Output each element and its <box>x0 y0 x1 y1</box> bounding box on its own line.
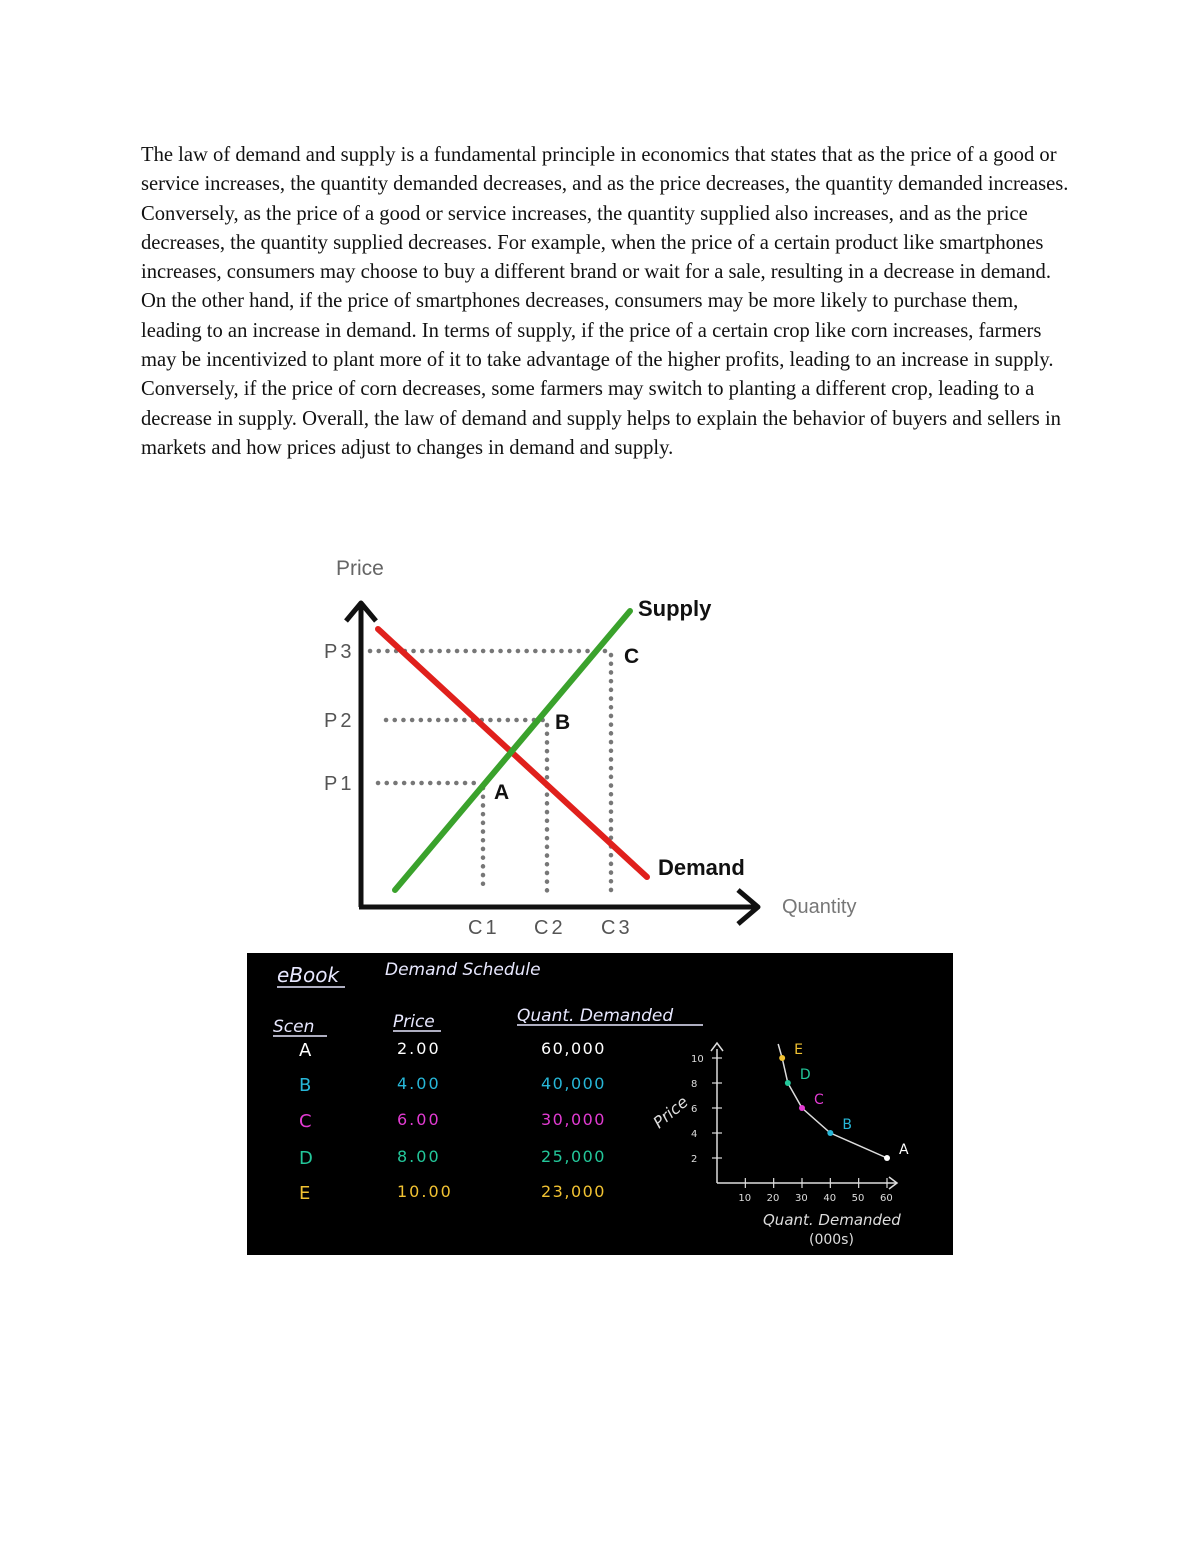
mini-point-label: B <box>842 1117 852 1133</box>
mini-point-label: A <box>899 1142 909 1158</box>
guide-lines <box>370 651 611 891</box>
y-axis-label: Price <box>336 557 384 580</box>
demand-label: Demand <box>658 855 745 880</box>
mini-x-tick-label: 40 <box>823 1193 837 1204</box>
header-scen: Scen <box>273 1017 315 1037</box>
mini-x-tick-label: 50 <box>851 1193 865 1204</box>
schedule-price: 6.00 <box>397 1110 441 1129</box>
mini-x-tick-label: 30 <box>795 1193 808 1204</box>
price-label-p3: P3 <box>324 641 355 663</box>
mini-point <box>779 1055 785 1061</box>
mini-y-tick-label: 4 <box>691 1129 698 1140</box>
mini-point <box>827 1130 833 1136</box>
schedule-price: 4.00 <box>397 1074 441 1093</box>
schedule-scen: B <box>299 1075 312 1096</box>
mini-y-tick-label: 8 <box>691 1079 698 1090</box>
supply-demand-chart <box>318 545 878 945</box>
price-label-p2: P2 <box>324 710 355 732</box>
schedule-quantity: 40,000 <box>541 1074 606 1093</box>
mini-x-tick-label: 60 <box>880 1193 893 1204</box>
schedule-quantity: 60,000 <box>541 1039 606 1058</box>
schedule-price: 2.00 <box>397 1039 441 1058</box>
demand-schedule-board <box>247 953 953 1255</box>
mini-x-label: Quant. Demanded <box>763 1211 901 1229</box>
mini-point-label: D <box>799 1067 811 1083</box>
mini-x-tick-label: 20 <box>766 1193 780 1204</box>
schedule-price: 10.00 <box>397 1182 453 1201</box>
mini-y-tick-label: 10 <box>691 1054 704 1065</box>
mini-x-tick-label: 10 <box>738 1193 752 1204</box>
mini-point <box>785 1080 791 1086</box>
quantity-label-c2: C2 <box>534 917 566 939</box>
header-quantity: Quant. Demanded <box>517 1006 674 1026</box>
header-price: Price <box>393 1012 435 1032</box>
mini-point-label: C <box>814 1092 824 1108</box>
point-label-b: B <box>555 711 571 734</box>
schedule-scen: D <box>299 1148 313 1169</box>
schedule-scen: A <box>299 1040 312 1061</box>
quantity-label-c1: C1 <box>468 917 500 939</box>
mini-x-unit: (000s) <box>809 1232 854 1248</box>
mini-point-label: E <box>794 1042 804 1058</box>
schedule-price: 8.00 <box>397 1147 441 1166</box>
mini-point <box>799 1105 805 1111</box>
schedule-quantity: 30,000 <box>541 1110 606 1129</box>
body-paragraph: The law of demand and supply is a fundamental principle in economics that states that as the price of a good or service increases, the quantity demanded decreases, and as the price decreases, the quantity demanded increases. Conversely, as the price of a good or service increases, the quantity supplied also increases, and as the price decreases, the quantity supplied decreases. For example, when the price of a certain product like smartphones increases, consumers may choose to buy a different brand or wait for a sale, resulting in a decrease in demand. On the other hand, if the price of smartphones decreases, consumers may be more likely to purchase them, leading to an increase in demand. In terms of supply, if the price of a certain crop like corn increases, farmers may be incentivized to plant more of it to take advantage of the higher profits, leading to an increase in supply. Conversely, if the price of corn decreases, some farmers may switch to planting a different crop, leading to a decrease in supply. Overall, the law of demand and supply helps to explain the behavior of buyers and sellers in markets and how prices adjust to changes in demand and supply. <box>141 144 1069 459</box>
x-axis-label: Quantity <box>782 896 857 918</box>
schedule-quantity: 23,000 <box>541 1182 606 1201</box>
point-label-c: C <box>624 645 640 668</box>
mini-y-tick-label: 6 <box>691 1104 698 1115</box>
mini-y-label: Price <box>649 1092 692 1133</box>
schedule-scen: C <box>299 1111 312 1132</box>
price-label-p1: P1 <box>324 773 355 795</box>
quantity-label-c3: C3 <box>601 917 633 939</box>
mini-point <box>884 1155 890 1161</box>
mini-y-tick-label: 2 <box>691 1154 698 1165</box>
point-label-a: A <box>494 781 510 804</box>
schedule-quantity: 25,000 <box>541 1147 606 1166</box>
schedule-scen: E <box>299 1183 311 1204</box>
board-title-schedule: Demand Schedule <box>385 960 541 980</box>
supply-label: Supply <box>638 596 712 621</box>
board-title-ebook: eBook <box>277 963 340 987</box>
